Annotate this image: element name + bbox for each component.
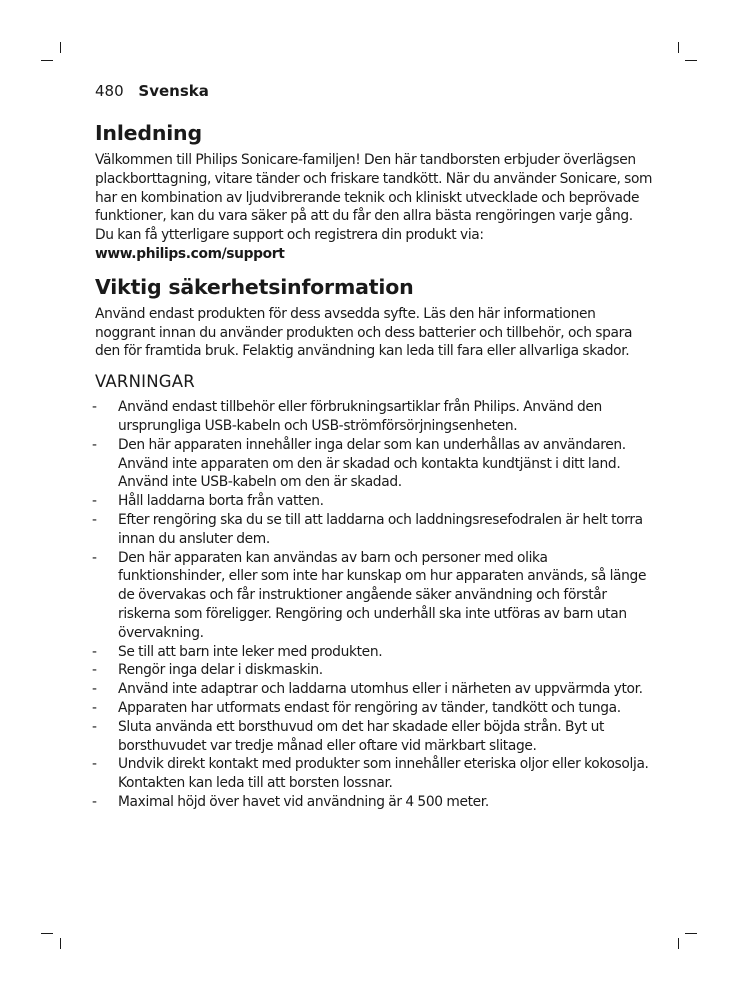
- warnings-list: [92, 398, 652, 812]
- bullet-dash: -: [92, 793, 97, 810]
- bullet-dash: -: [92, 643, 97, 660]
- warning-text: Se till att barn inte leker med produkten.: [118, 643, 383, 660]
- page-content: [92, 120, 655, 812]
- warning-text: Maximal höjd över havet vid användning är 4 500 meter.: [118, 793, 489, 810]
- bullet-dash: -: [92, 662, 97, 679]
- warning-text: Efter rengöring ska du se till att laddarna och laddningsresefodralen är helt torra innan du ansluter dem.: [118, 511, 643, 547]
- safety-title: Viktig säkerhetsinformation: [95, 274, 414, 299]
- list-item: [92, 718, 652, 756]
- crop-mark-bottom-right-h: [685, 933, 697, 934]
- list-item: [92, 436, 652, 492]
- list-item: [92, 549, 652, 643]
- warning-text: Rengör inga delar i diskmaskin.: [118, 662, 323, 679]
- safety-paragraph: Använd endast produkten för dess avsedda syfte. Läs den här informationen noggrant innan du använder produkten och dess batterier och tillbehör, och spara den för framtida bruk. Felaktig användning kan leda till fara eller allvarliga skador.: [95, 305, 633, 360]
- intro-title: Inledning: [95, 121, 202, 145]
- crop-mark-bottom-left-h: [41, 933, 53, 934]
- warning-text: Använd inte adaptrar och laddarna utomhus eller i närheten av uppvärmda ytor.: [118, 681, 643, 698]
- crop-mark-top-left-h: [41, 60, 53, 61]
- warning-text: Den här apparaten kan användas av barn och personer med olika funktionshinder, eller som inte har kunskap om hur apparaten används, så länge de övervakas och får instruktioner angående säker användning och förstår riskerna som föreligger. Rengöring och underhåll ska inte utföras av barn utan övervakning.: [118, 549, 647, 641]
- list-item: [92, 699, 652, 718]
- list-item: [92, 680, 652, 699]
- warning-text: Använd endast tillbehör eller förbrukningsartiklar från Philips. Använd den ursprungliga USB-kabeln och USB-strömförsörjningsenheten.: [118, 399, 602, 434]
- bullet-dash: -: [92, 699, 97, 716]
- bullet-dash: -: [92, 756, 97, 773]
- bullet-dash: -: [92, 399, 97, 416]
- crop-mark-top-left-v: [60, 42, 61, 53]
- crop-mark-top-right-h: [685, 60, 697, 61]
- warning-text: Håll laddarna borta från vatten.: [118, 493, 324, 510]
- bullet-dash: -: [92, 493, 97, 510]
- page-number: 480: [95, 82, 124, 100]
- warnings-title: VARNINGAR: [95, 372, 195, 392]
- warning-text: Den här apparaten innehåller inga delar som kan underhållas av användaren. Använd inte apparaten om den är skadad och kontakta kundtjänst i ditt land. Använd inte USB-kabeln om den är skadad.: [118, 436, 626, 491]
- warning-text: Undvik direkt kontakt med produkter som innehåller eteriska oljor eller kokosolja. Kontakten kan leda till att borsten lossnar.: [118, 756, 649, 792]
- support-link[interactable]: www.philips.com/support: [95, 245, 285, 262]
- bullet-dash: -: [92, 436, 97, 453]
- bullet-dash: -: [92, 549, 97, 566]
- intro-paragraph: Välkommen till Philips Sonicare-familjen! Den här tandborsten erbjuder överlägsen plackborttagning, vitare tänder och friskare tandkött. När du använder Sonicare, som har en kombination av ljudvibrerande teknik och kliniskt utvecklade och beprövade funktioner, kan du vara säker på att du får den allra bästa rengöringen varje gång.: [95, 152, 653, 225]
- list-item: [92, 492, 652, 511]
- support-paragraph: Du kan få ytterligare support och registrera din produkt via:: [95, 227, 484, 244]
- list-item: [92, 398, 652, 436]
- page-header: [95, 81, 209, 101]
- bullet-dash: -: [92, 718, 97, 735]
- list-item: [92, 511, 652, 549]
- bullet-dash: -: [92, 511, 97, 528]
- language-label: Svenska: [138, 82, 209, 100]
- crop-mark-top-right-v: [678, 42, 679, 53]
- warning-text: Apparaten har utformats endast för rengöring av tänder, tandkött och tunga.: [118, 699, 621, 716]
- warning-text: Sluta använda ett borsthuvud om det har skadade eller böjda strån. Byt ut borsthuvudet var tredje månad eller oftare vid märkbart slitage.: [118, 718, 605, 754]
- list-item: [92, 661, 652, 680]
- crop-mark-bottom-left-v: [60, 938, 61, 949]
- list-item: [92, 793, 652, 812]
- crop-mark-bottom-right-v: [678, 938, 679, 949]
- list-item: [92, 755, 652, 793]
- list-item: [92, 643, 652, 662]
- bullet-dash: -: [92, 681, 97, 698]
